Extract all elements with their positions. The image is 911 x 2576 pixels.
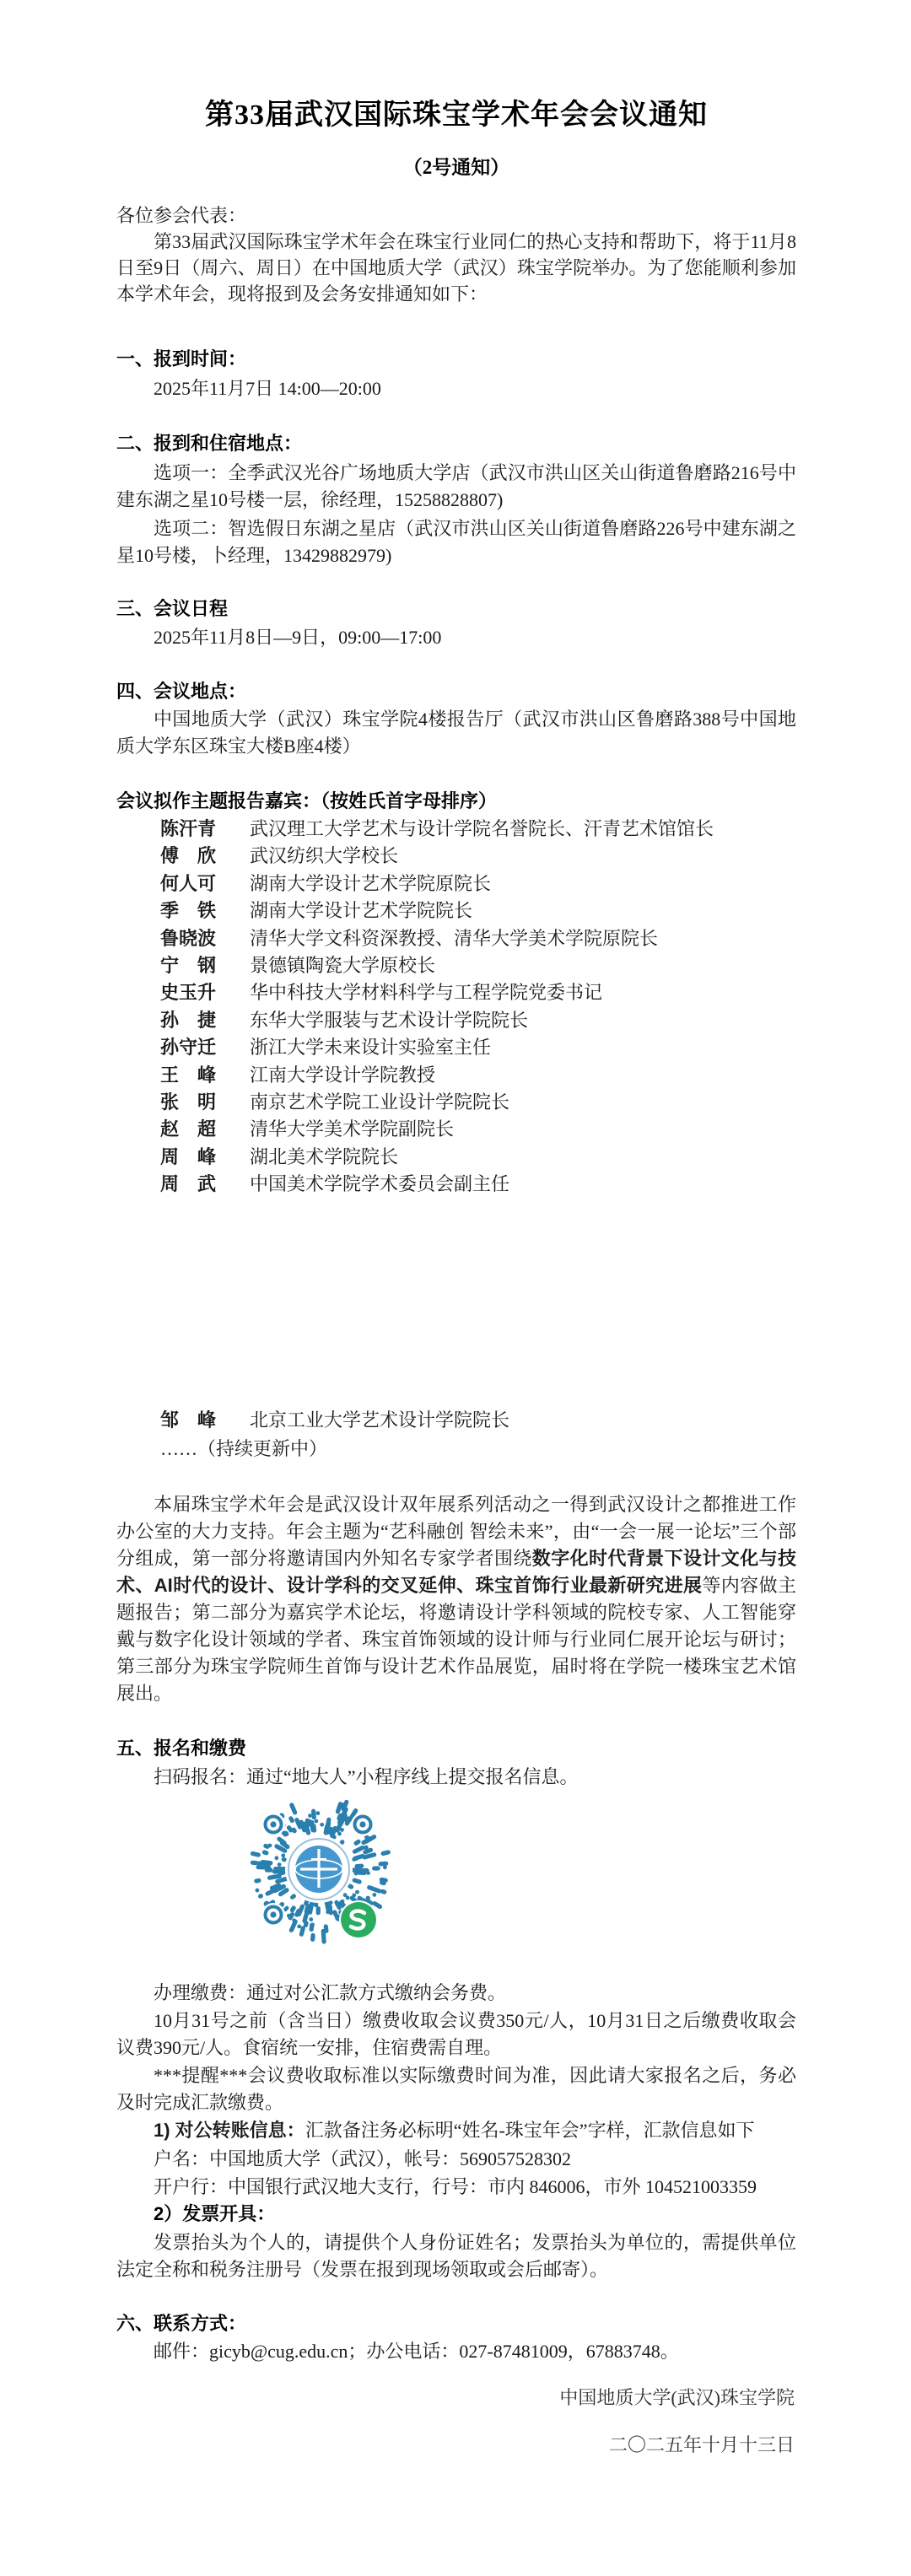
scan-registration-text: 扫码报名：通过“地大人”小程序线上提交报名信息。 <box>154 1766 579 1788</box>
guest-title: 江南大学设计学院教授 <box>250 1064 436 1086</box>
transfer-info-text: 汇款备注务必标明“姓名-珠宝年会”字样，汇款信息如下 <box>305 2120 755 2142</box>
guest-title: 南京艺术学院工业设计学院院长 <box>250 1091 510 1113</box>
account-line: 户名：中国地质大学（武汉），帐号：569057528302 <box>154 2148 572 2170</box>
wechat-miniprogram-qr-code <box>239 1791 399 1951</box>
guest-name: 孙 捷 <box>160 1009 217 1031</box>
about-text-1: 本届珠宝学术年会是武汉设计双年展系列活动之一得到武汉设计之都推进工作办公室的大力支持。年会主题为“艺科融创 智绘未来”，由“一会一展一论坛”三个部分组成，第一部分将邀请国内外知名专家学者围绕 <box>116 1494 796 1570</box>
page-title: 第33届武汉国际珠宝学术年会会议通知 <box>205 100 708 131</box>
guest-row <box>116 870 796 897</box>
guest-name: 傅 欣 <box>160 845 217 867</box>
reminder-text: ***提醒***会议费收取标准以实际缴费时间为准，因此请大家报名之后，务必及时完成汇款缴费。 <box>116 2065 796 2114</box>
section-heading-checkin-time: 一、报到时间： <box>116 348 247 369</box>
guest-title: 清华大学文科资深教授、清华大学美术学院原院长 <box>250 927 659 949</box>
bank-line: 开户行：中国银行武汉地大支行，行号：市内 846006，市外 104521003359 <box>154 2176 757 2198</box>
guest-row <box>116 979 796 1006</box>
guest-name: 陈汗青 <box>160 818 217 839</box>
guest-name: 张 明 <box>160 1091 217 1113</box>
lodging-option-1: 选项一：全季武汉光谷广场地质大学店（武汉市洪山区关山街道鲁磨路216号中建东湖之星10号楼一层，徐经理，15258828807) <box>116 462 796 510</box>
guest-row <box>116 1089 796 1116</box>
lodging-option-2: 选项二：智选假日东湖之星店（武汉市洪山区关山街道鲁磨路226号中建东湖之星10号楼，卜经理，13429882979) <box>116 518 796 566</box>
section-heading-venue: 四、会议地点： <box>116 681 247 702</box>
guest-row <box>116 1171 796 1198</box>
transfer-info-line <box>116 2117 796 2144</box>
guest-row <box>116 1407 796 1434</box>
checkin-time-text: 2025年11月7日 14:00—20:00 <box>154 378 381 399</box>
qr-code-graphic <box>239 1791 399 1951</box>
guest-list <box>116 816 796 1199</box>
guest-name: 赵 超 <box>160 1118 217 1140</box>
guest-name: 王 峰 <box>160 1064 217 1086</box>
guest-title: 清华大学美术学院副院长 <box>250 1118 455 1140</box>
guest-name: 宁 钢 <box>160 955 217 977</box>
guest-title: 武汉理工大学艺术与设计学院名誉院长、汗青艺术馆馆长 <box>250 818 714 839</box>
guest-row <box>116 897 796 924</box>
guest-name: 季 铁 <box>160 900 217 922</box>
section-heading-agenda: 三、会议日程 <box>116 598 229 619</box>
about-text-2: 等内容做主题报告；第二部分为嘉宾学术论坛，将邀请设计学科领域的院校专家、人工智能穿戴与数字化设计领域的学者、珠宝首饰领域的设计师与行业同仁展开论坛与研讨；第三部分为珠宝学院师生首饰与设计艺术作品展览，届时将在学院一楼珠宝艺术馆展出。 <box>116 1575 796 1705</box>
guest-row <box>116 1144 796 1171</box>
invoice-label: 2）发票开具： <box>154 2203 276 2225</box>
guest-title: 景德镇陶瓷大学原校长 <box>250 955 436 977</box>
notice-number: （2号通知） <box>402 157 510 178</box>
guest-name: 史玉升 <box>160 982 217 1004</box>
guest-title: 北京工业大学艺术设计学院院长 <box>250 1409 510 1431</box>
intro-paragraph: 第33届武汉国际珠宝学术年会在珠宝行业同仁的热心支持和帮助下，将于11月8日至9日（周六、周日）在中国地质大学（武汉）珠宝学院举办。为了您能顺利参加本学术年会，现将报到及会务安排通知如下： <box>116 231 796 304</box>
guest-row <box>116 952 796 979</box>
guest-title: 湖南大学设计艺术学院院长 <box>250 900 473 922</box>
guest-row <box>116 1062 796 1089</box>
guest-row <box>116 816 796 843</box>
payment-method-text: 办理缴费：通过对公汇款方式缴纳会务费。 <box>154 1982 507 2004</box>
salutation: 各位参会代表： <box>116 205 247 226</box>
section-heading-lodging: 二、报到和住宿地点： <box>116 433 303 454</box>
about-text-bold: 数字化时代背景下设计文化与技术、AI时代的设计、设计学科的交叉延伸、珠宝首饰行业最新研究进展 <box>116 1548 796 1597</box>
guest-name: 周 峰 <box>160 1145 217 1167</box>
footer-organization: 中国地质大学(武汉)珠宝学院 <box>559 2387 795 2409</box>
guest-title: 浙江大学未来设计实验室主任 <box>250 1037 492 1059</box>
guest-title: 湖南大学设计艺术学院原院长 <box>250 872 492 894</box>
guest-name: 鲁晓波 <box>160 927 217 949</box>
guest-title: 湖北美术学院院长 <box>250 1145 399 1167</box>
guest-row <box>116 843 796 870</box>
about-paragraph <box>116 1491 796 1707</box>
venue-text: 中国地质大学（武汉）珠宝学院4楼报告厅（武汉市洪山区鲁磨路388号中国地质大学东区珠宝大楼B座4楼） <box>116 709 796 757</box>
guest-title: 武汉纺织大学校长 <box>250 845 399 867</box>
guest-title: 中国美术学院学术委员会副主任 <box>250 1173 510 1195</box>
footer-date: 二〇二五年十月十三日 <box>608 2434 795 2456</box>
guest-row <box>116 1034 796 1061</box>
guests-heading: 会议拟作主题报告嘉宾：（按姓氏首字母排序） <box>116 790 498 811</box>
agenda-text: 2025年11月8日—9日，09:00—17:00 <box>154 627 442 648</box>
updating-note: ……（持续更新中） <box>160 1438 328 1460</box>
contact-line: 邮件：gicyb@cug.edu.cn；办公电话：027-87481009，67883748。 <box>154 2341 679 2363</box>
guest-row <box>116 1116 796 1143</box>
guest-row <box>116 1007 796 1034</box>
section-heading-contact: 六、联系方式： <box>116 2313 247 2335</box>
guest-name: 周 武 <box>160 1173 217 1195</box>
fee-text: 10月31号之前（含当日）缴费收取会议费350元/人，10月31日之后缴费收取会议费390元/人。食宿统一安排，住宿费需自理。 <box>116 2010 796 2059</box>
transfer-info-label: 1) 对公转账信息： <box>154 2120 305 2142</box>
guest-name: 何人可 <box>160 872 217 894</box>
guest-name: 邹 峰 <box>160 1409 217 1431</box>
section-heading-registration: 五、报名和缴费 <box>116 1738 247 1760</box>
guest-name: 孙守迁 <box>160 1037 217 1059</box>
guest-row <box>116 925 796 952</box>
guest-title: 华中科技大学材料科学与工程学院党委书记 <box>250 982 603 1004</box>
invoice-text: 发票抬头为个人的，请提供个人身份证姓名；发票抬头为单位的，需提供单位法定全称和税务注册号（发票在报到现场领取或会后邮寄）。 <box>116 2232 796 2281</box>
guest-title: 东华大学服装与艺术设计学院院长 <box>250 1009 529 1031</box>
